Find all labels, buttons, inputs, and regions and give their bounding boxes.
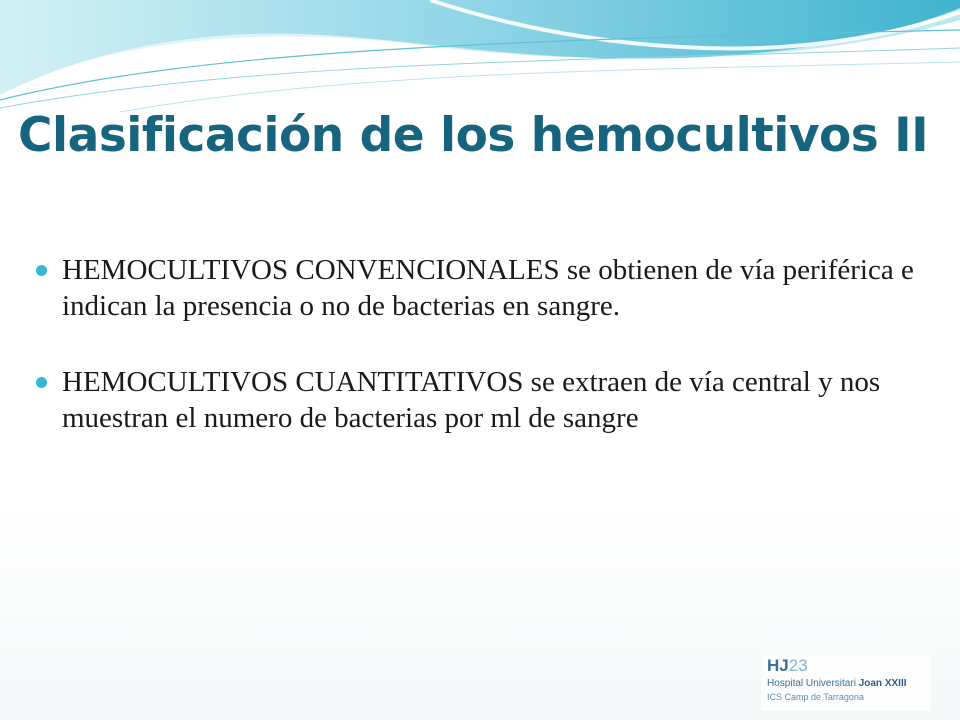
wave-line-3 xyxy=(120,62,960,112)
logo-hospital-name-regular: Hospital Universitari xyxy=(767,678,856,689)
bullet-text: HEMOCULTIVOS CUANTITATIVOS se extraen de vía central y nos muestran el numero de bacterias por ml de sangre xyxy=(62,366,881,434)
wave-line-2 xyxy=(0,48,960,108)
header-wave-decoration xyxy=(0,0,960,120)
bullet-text: HEMOCULTIVOS CONVENCIONALES se obtienen de vía periférica e indican la presencia o no de bacterias en sangre. xyxy=(62,254,914,322)
bullet-list xyxy=(36,252,916,476)
hospital-logo xyxy=(761,655,931,711)
bullet-item xyxy=(36,364,916,436)
logo-subtitle: ICS Camp de Tarragona xyxy=(767,692,864,702)
logo-hospital-name-bold: Joan XXIII xyxy=(858,678,907,689)
bullet-dot-icon xyxy=(36,377,47,388)
bullet-item xyxy=(36,252,916,324)
logo-hospital-name xyxy=(767,678,907,689)
logo-mark-number: 23 xyxy=(788,656,808,675)
bullet-dot-icon xyxy=(36,265,47,276)
logo-mark-letters: HJ xyxy=(767,656,789,675)
logo-mark xyxy=(767,657,808,675)
slide-title: Clasificación de los hemocultivos II xyxy=(18,108,929,163)
